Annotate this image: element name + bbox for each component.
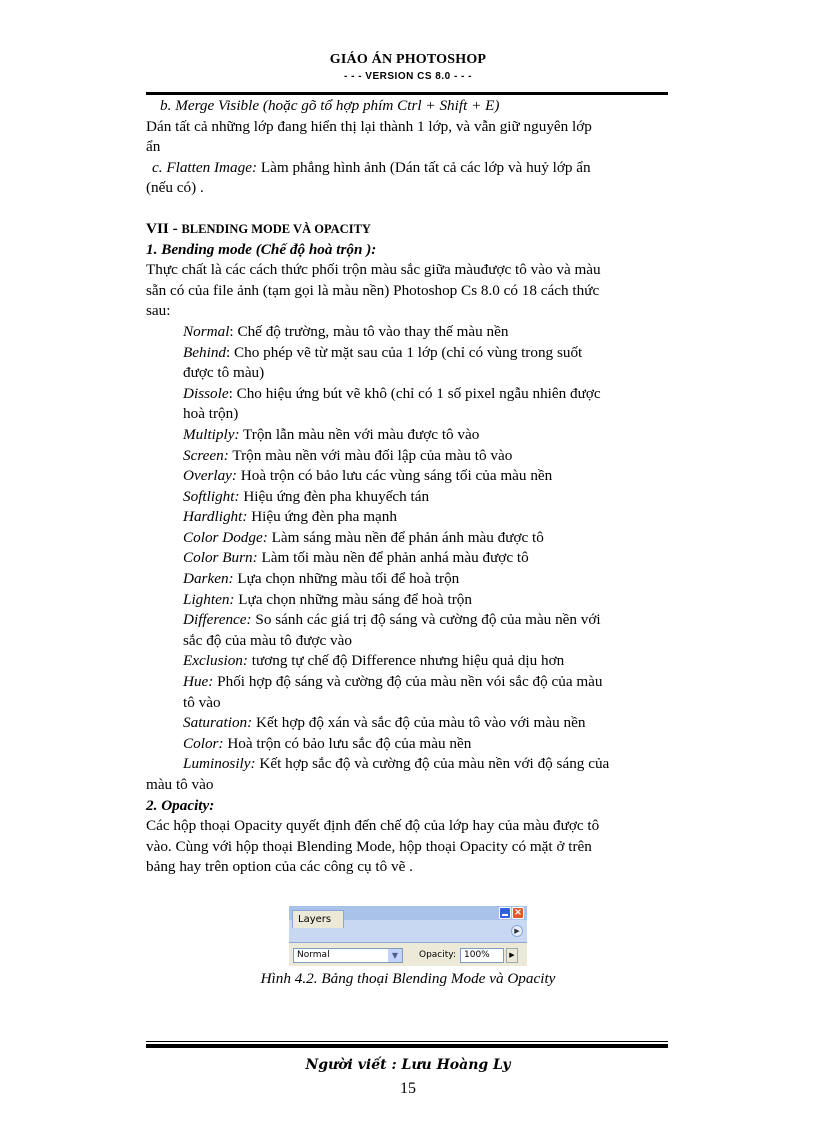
merge-heading: b. Merge Visible (hoặc gõ tổ hợp phím Ctrl + Shift + E) [160,97,500,114]
blend-mode-list [146,322,668,775]
blend-mode-item: Lighten: Lựa chọn những màu sáng để hoà trộn [183,590,472,608]
blend-mode-item: hoà trộn) [183,405,239,423]
footer-rule-thin [146,1041,668,1042]
intro-line-1: Thực chất là các cách thức phối trộn màu sắc giữa màuđược tô vào và màu [146,261,601,279]
blend-mode-term: Hardlight: [183,508,248,526]
blend-mode-item: Color Burn: Làm tối màu nền để phản anhá màu được tô [183,549,529,567]
intro-line-3: sau: [146,302,171,320]
opacity-line-3: bảng hay trên option của các công cụ tô vẽ . [146,858,413,876]
merge-line-2: ẩn [146,138,161,156]
blend-mode-item: Hue: Phối hợp độ sáng và cường độ của màu nền vói sắc độ của màu [183,673,603,691]
footer-author: Người viết : Lưu Hoàng Ly [305,1057,511,1073]
modes-tail: màu tô vào [146,776,214,793]
page-content [146,96,668,878]
blend-mode-item: tô vào [183,693,221,711]
minimize-icon[interactable] [499,907,511,919]
page-number: 15 [400,1080,416,1097]
blend-mode-item: Difference: So sánh các giá trị độ sáng và cường độ của màu nền với [183,611,601,629]
blend-mode-item: Exclusion: tương tự chế độ Difference nhưng hiệu quả dịu hơn [183,652,565,670]
subheading-opacity: 2. Opacity: [146,796,215,814]
blend-mode-item: Color Dodge: Làm sáng màu nền để phản ánh màu được tô [183,528,544,546]
blend-mode-select[interactable]: Normal ▼ [293,948,403,963]
blend-mode-item: Dissole: Cho hiệu ứng bút vẽ khô (chỉ có 1 số pixel ngẫu nhiên được [183,384,601,402]
blend-mode-term: Hue: [183,673,214,691]
opacity-input[interactable]: 100% [460,948,504,963]
blend-mode-term: Overlay: [183,467,237,485]
opacity-line-1: Các hộp thoại Opacity quyết định đến chế độ của lớp hay của màu được tô [146,817,600,835]
opacity-slider-arrow-icon[interactable]: ▶ [506,948,518,963]
section-heading: VII - BLENDING MODE VÀ OPACITY [146,219,371,237]
intro-line-2: sẵn có của file ảnh (tạm gọi là màu nền) Photoshop Cs 8.0 có 18 cách thức [146,281,600,299]
blend-mode-term: Behind [183,343,227,361]
close-icon[interactable]: × [513,907,523,918]
blend-mode-term: Color Dodge: [183,528,268,546]
blend-mode-item: được tô màu) [183,364,265,382]
header-title: GIÁO ÁN PHOTOSHOP [329,52,487,67]
blend-mode-item: Hardlight: Hiệu ứng đèn pha mạnh [183,508,397,526]
subheading-blending: 1. Bending mode (Chế độ hoà trộn ): [146,240,377,258]
blend-mode-term: Lighten: [183,590,235,608]
blend-mode-item: Darken: Lựa chọn những màu tối để hoà trộn [183,570,460,588]
blend-mode-term: Darken: [183,570,234,588]
panel-menu-icon[interactable]: ▶ [511,925,523,937]
opacity-label: Opacity: [419,950,456,960]
blend-mode-term: Exclusion: [183,652,248,670]
figure-caption: Hình 4.2. Bảng thoại Blending Mode và Opacity [260,970,556,987]
header-rule [146,92,668,95]
blend-mode-item: Luminosily: Kết hợp sắc độ và cường độ của màu nền với độ sáng của [183,755,610,773]
header-subtitle: - - - VERSION CS 8.0 - - - [343,71,472,82]
blend-mode-term: Saturation: [183,714,253,732]
footer-rule-thick [146,1044,668,1048]
blend-mode-item: Saturation: Kết hợp độ xán và sắc độ của màu tô vào với màu nền [183,714,586,732]
blend-mode-term: Screen: [183,446,229,464]
blend-mode-term: Luminosily: [183,755,256,773]
blend-mode-item: sắc độ của màu tô được vào [183,631,352,649]
blend-mode-item: Overlay: Hoà trộn có bảo lưu các vùng sáng tối của màu nền [183,467,553,485]
flatten-term: c. Flatten Image: [152,158,258,176]
blend-mode-term: Color Burn: [183,549,258,567]
blend-mode-term: Difference: [183,611,252,629]
opacity-line-2: vào. Cùng với hộp thoại Blending Mode, hộp thoại Opacity có mặt ở trên [146,837,592,855]
blend-mode-item: Multiply: Trộn lẫn màu nền với màu được tô vào [183,425,480,443]
merge-line-1: Dán tất cả những lớp đang hiển thị lại thành 1 lớp, và vẫn giữ nguyên lớp [146,117,592,135]
blend-mode-item: Screen: Trộn màu nền với màu đối lập của màu tô vào [183,446,513,464]
blend-mode-item: Color: Hoà trộn có bảo lưu sắc độ của màu nền [183,734,472,752]
blend-mode-item: Softlight: Hiệu ứng đèn pha khuyếch tán [183,487,430,505]
blend-mode-item: Behind: Cho phép vẽ từ mặt sau của 1 lớp (chỉ có vùng trong suốt [183,343,583,361]
tab-layers[interactable]: Layers [292,910,344,928]
blend-mode-term: Multiply: [183,425,240,443]
blend-mode-term: Softlight: [183,487,240,505]
layers-panel-figure [289,906,527,966]
chevron-down-icon: ▼ [388,949,402,962]
flatten-line-2: (nếu có) . [146,179,204,197]
flatten-line-1: c. Flatten Image: Làm phẳng hình ảnh (Dán tất cả các lớp và huỷ lớp ẩn [152,158,591,176]
blend-mode-item: Normal: Chế độ trường, màu tô vào thay thế màu nền [183,322,509,340]
blend-mode-term: Color: [183,734,224,752]
blend-mode-term: Normal [183,322,230,340]
blend-mode-term: Dissole [183,384,229,402]
